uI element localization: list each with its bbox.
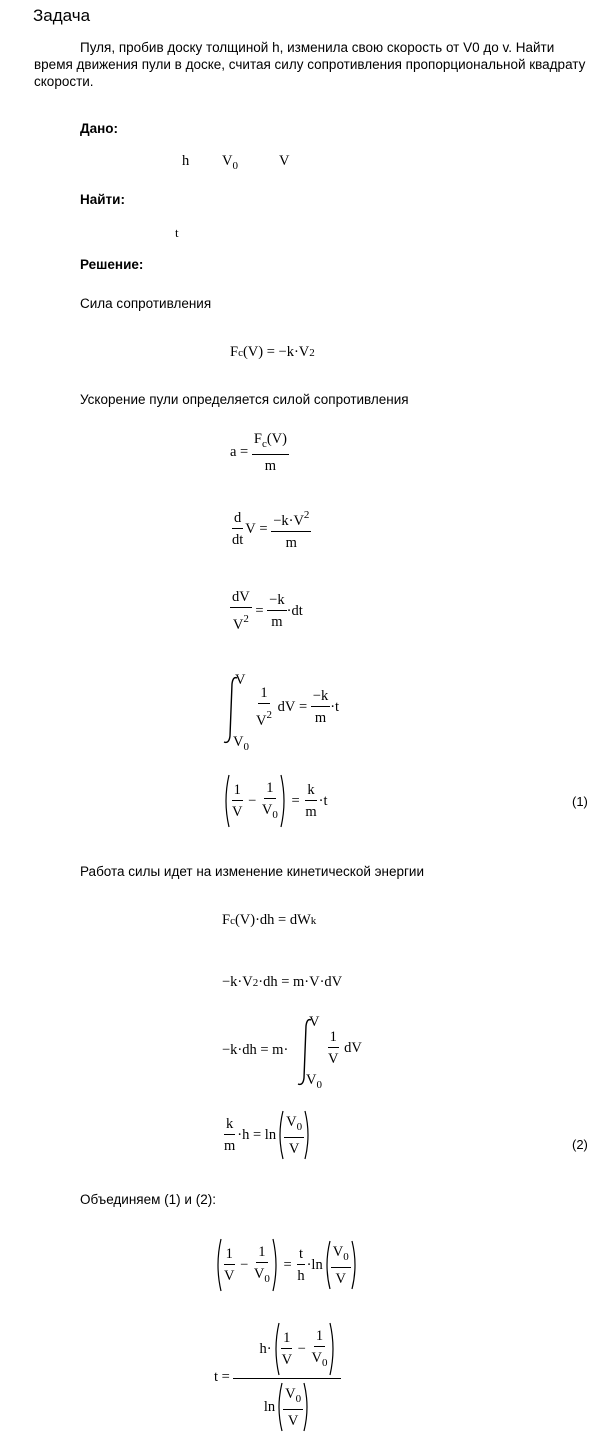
- find-t: t: [175, 225, 179, 240]
- right-paren-icon: [329, 1322, 337, 1376]
- given-label: Дано:: [80, 121, 119, 136]
- resistance-text: Сила сопротивления: [80, 296, 212, 311]
- formula-work-energy: F c (V)·dh = dW k: [222, 912, 317, 928]
- formula-combined: $\frac{1}{V}$ − $\frac{1}{V_0}$ = $\frac{t}{h}$ ·ln $\frac{V_0}{V}$: [214, 1238, 359, 1292]
- given-h: h: [182, 153, 190, 169]
- formula-acceleration: a = $\frac{F_c(V)}{m}$: [230, 431, 287, 474]
- left-paren-icon: [214, 1238, 222, 1292]
- formula-work-integral: −k·dh = m· V $V_0$ $\frac{1}{V}$ dV: [222, 1014, 362, 1091]
- right-paren-icon: [272, 1238, 280, 1292]
- left-paren-icon: [275, 1382, 283, 1432]
- right-paren-icon: [304, 1110, 312, 1160]
- given-v: V: [279, 153, 290, 169]
- left-paren-icon: [276, 1110, 284, 1160]
- page-title: Задача: [33, 6, 91, 25]
- right-paren-icon: [303, 1382, 311, 1432]
- formula-differential-equation: $\frac{d}{dt}$ V = $\frac{-k\cdot V^2}{m}$: [230, 506, 311, 552]
- problem-statement: Пуля, пробив доску толщиной h, изменила свою скорость от V0 до v. Найти время движения пули в доске, считая силу сопротивления пропорциональной квадрату скорости.: [34, 40, 586, 89]
- acceleration-text: Ускорение пули определяется силой сопротивления: [80, 392, 409, 407]
- solution-label: Решение:: [80, 257, 144, 272]
- given-v0: $V_0$: [222, 153, 238, 172]
- formula-separated-variables: $\frac{dV}{V^2}$ = $\frac{-k}{m}$ ·dt: [232, 589, 303, 633]
- formula-equation-1: $\frac{1}{V}$ − $\frac{1}{V_0}$ = $\frac{k}{m}$ ·t: [222, 774, 327, 828]
- formula-work-expanded: −k·V 2 ·dh = m·V·dV: [222, 974, 343, 990]
- formula-equation-2: $\frac{k}{m}$ ·h = ln $\frac{V_0}{V}$: [222, 1110, 312, 1160]
- equation-number-2: (2): [572, 1137, 588, 1152]
- formula-resistance-force: F c (V) = −k·V 2: [230, 344, 315, 360]
- right-paren-icon: [351, 1240, 359, 1290]
- right-paren-icon: [280, 774, 288, 828]
- formula-integral: V $V_0$ $\frac{1}{V^2}$ dV = $\frac{-k}{m}$ ·t: [220, 672, 380, 752]
- left-paren-icon: [222, 774, 230, 828]
- left-paren-icon: [323, 1240, 331, 1290]
- find-label: Найти:: [80, 192, 125, 207]
- work-text: Работа силы идет на изменение кинетической энергии: [80, 864, 424, 879]
- equation-number-1: (1): [572, 794, 588, 809]
- combine-text: Объединяем (1) и (2):: [80, 1192, 216, 1207]
- formula-final-result: t = h· $\frac{1}{V}$ − $\frac{1}{V_0}$ ln $\frac{V_0}{V}$: [214, 1322, 341, 1432]
- left-paren-icon: [272, 1322, 280, 1376]
